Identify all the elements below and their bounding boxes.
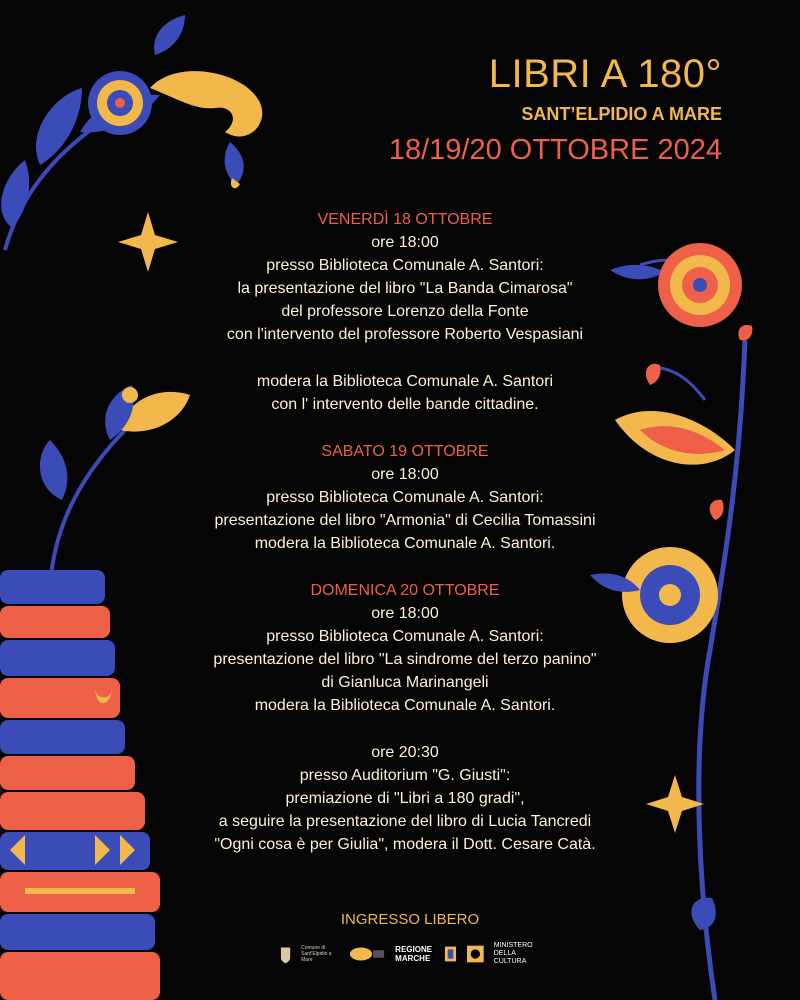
program-line: del professore Lorenzo della Fonte <box>281 303 529 320</box>
program-line: ore 18:00 <box>371 605 439 622</box>
books-icon <box>0 570 160 1000</box>
program-line: presso Biblioteca Comunale A. Santori: <box>266 628 544 645</box>
program-line: presso Auditorium "G. Giusti": <box>299 767 511 784</box>
event-dates: 18/19/20 OTTOBRE 2024 <box>388 134 722 166</box>
program-line: presso Biblioteca Comunale A. Santori: <box>266 257 544 274</box>
program-line: presentazione del libro "Armonia" di Cecilia Tomassini <box>214 512 596 529</box>
left-flower-icon <box>40 385 190 585</box>
star-icon <box>118 212 178 272</box>
comune-crest-icon <box>280 943 291 965</box>
logo-regione-marche: REGIONE MARCHE <box>395 945 433 963</box>
ministero-emblem-icon <box>467 945 484 963</box>
event-city: SANT’ELPIDIO A MARE <box>521 104 722 124</box>
day-heading-friday: VENERDÌ 18 OTTOBRE <box>317 211 493 228</box>
free-entry-label: INGRESSO LIBERO <box>340 911 480 928</box>
header <box>389 50 722 168</box>
program-line: la presentazione del libro "La Banda Cimarosa" <box>237 280 573 297</box>
logo-comune: Comune di Sant'Elpidio a Mare <box>301 945 332 963</box>
star-icon <box>646 775 704 833</box>
day-heading-saturday: SABATO 19 OTTOBRE <box>321 443 489 460</box>
program-line: ore 20:30 <box>371 744 439 761</box>
program-line: modera la Biblioteca Comunale A. Santori. <box>254 697 556 714</box>
program-line: ore 18:00 <box>371 234 439 251</box>
program-line: con l'intervento del professore Roberto Vespasiani <box>226 326 584 343</box>
program-line: con l' intervento delle bande cittadine. <box>271 396 539 413</box>
program-line: modera la Biblioteca Comunale A. Santori. <box>254 535 556 552</box>
logo-ministero-cultura: MINISTERO DELLA CULTURA <box>493 942 533 965</box>
program-line: modera la Biblioteca Comunale A. Santori <box>256 373 554 390</box>
program-line: a seguire la presentazione del libro di Lucia Tancredi <box>218 813 592 830</box>
regione-crest-icon <box>444 944 457 964</box>
program-line: presentazione del libro "La sindrome del terzo panino" <box>213 651 597 668</box>
program-line: ore 18:00 <box>371 466 439 483</box>
day-heading-sunday: DOMENICA 20 OTTOBRE <box>310 582 500 599</box>
program <box>170 208 640 856</box>
program-line: "Ogni cosa è per Giulia", modera il Dott. Cesare Catà. <box>214 836 596 853</box>
program-line: presso Biblioteca Comunale A. Santori: <box>266 489 544 506</box>
association-logo-icon <box>348 944 385 964</box>
event-title: LIBRI A 180° <box>488 52 722 96</box>
program-line: premiazione di "Libri a 180 gradi", <box>285 790 525 807</box>
sponsor-logos <box>280 938 540 970</box>
program-line: di Gianluca Marinangeli <box>321 674 489 691</box>
